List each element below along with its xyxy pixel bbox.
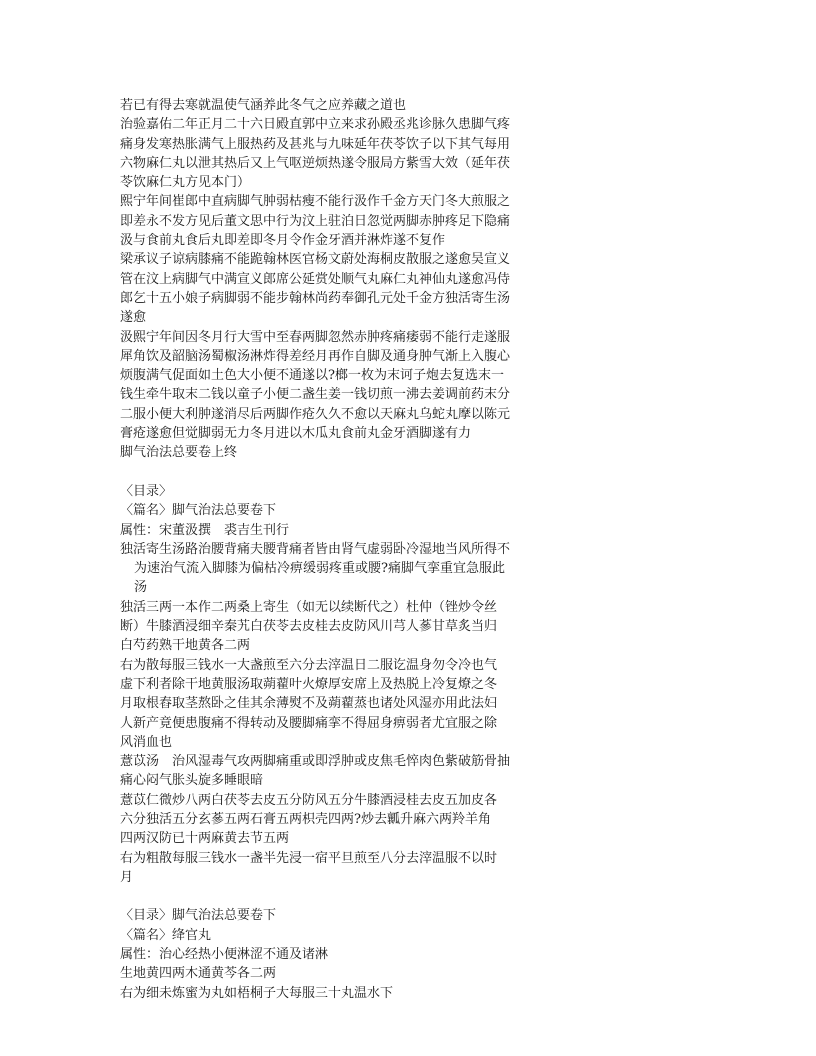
text-line: 断）牛膝酒浸细辛秦艽白茯苓去皮桂去皮防风川芎人蔘甘草炙当归 bbox=[120, 619, 498, 635]
text-line: 虚下利者除干地黄服汤取蒴藋叶火燎厚安席上及热脱上冷复燎之冬 bbox=[120, 676, 498, 692]
text-line: 独活三两一本作二两桑上寄生（如无以续断代之）杜仲（锉炒令丝 bbox=[120, 599, 498, 615]
section-1 bbox=[120, 96, 550, 463]
text-line: 月取根舂取茎熬卧之佳其余薄熨不及蒴藋蒸也诸处风湿亦用此法妇 bbox=[120, 696, 498, 712]
text-line: 人新产竟便患腹痛不得转动及腰脚痛挛不得屈身痹弱者尤宜服之除 bbox=[120, 715, 498, 731]
text-line: 汲与食前丸食后丸即差即冬月令作金牙酒并淋炸遂不复作 bbox=[120, 233, 446, 249]
document-page bbox=[120, 96, 550, 1003]
text-line: 生地黄四两木通黄芩各二两 bbox=[120, 966, 277, 982]
spacer bbox=[120, 463, 550, 482]
attribute-line: 属性：宋董汲撰 裘吉生刊行 bbox=[120, 522, 290, 538]
section-3 bbox=[120, 906, 550, 1002]
text-line: 右为粗散每服三钱水一盏半先浸一宿平旦煎至八分去滓温服不以时 bbox=[120, 850, 498, 866]
spacer bbox=[120, 887, 550, 906]
text-line: 薏苡汤 治风湿毒气攻两脚痛重或即浮肿或皮焦毛悴肉色紫破筋骨抽 bbox=[120, 754, 511, 770]
text-line: 汤 bbox=[134, 580, 148, 596]
text-line: 痛身发寒热胀满气上服热药及甚兆与九味延年茯苓饮子以下其气每用 bbox=[120, 136, 511, 152]
text-line: 六物麻仁丸以泄其热后又上气呕逆烦热遂令服局方紫雪大效（延年茯 bbox=[120, 155, 511, 171]
text-line: 为速治气流入脚膝为偏枯冷痹缓弱疼重或腰?痛脚气挛重宜急服此 bbox=[134, 561, 505, 577]
text-line: 遂愈 bbox=[120, 310, 147, 326]
text-line: 治验嘉佑二年正月二十六日殿直郭中立来求孙殿丞兆诊脉久患脚气疼 bbox=[120, 117, 511, 133]
text-line: 风消血也 bbox=[120, 734, 173, 750]
text-line: 右为细未炼蜜为丸如梧桐子大每服三十丸温水下 bbox=[120, 985, 394, 1001]
text-line: 薏苡仁微炒八两白茯苓去皮五分防风五分牛膝酒浸桂去皮五加皮各 bbox=[120, 792, 498, 808]
text-line: 四两汉防已十两麻黄去节五两 bbox=[120, 831, 290, 847]
text-line: 犀角饮及韶脑汤蜀椒汤淋炸得差经月再作自脚及通身肿气渐上入腹心 bbox=[120, 348, 511, 364]
text-line: 若已有得去寒就温使气涵养此冬气之应养藏之道也 bbox=[120, 98, 407, 113]
chapter-title: 〈篇名〉绛官丸 bbox=[120, 927, 212, 943]
text-line: 钱生牵牛取末二钱以童子小便二盏生姜一钱切煎一沸去姜调前药末分 bbox=[120, 387, 511, 403]
chapter-title: 〈篇名〉脚气治法总要卷下 bbox=[120, 503, 277, 519]
text-line: 月 bbox=[120, 869, 134, 885]
attribute-line: 属性：治心经热小便淋涩不通及诸淋 bbox=[120, 947, 329, 963]
text-line: 苓饮麻仁丸方见本门） bbox=[120, 175, 251, 191]
text-line: 右为散每服三钱水一大盏煎至六分去滓温日二服讫温身勿令冷也气 bbox=[120, 657, 498, 673]
text-line: 熙宁年间崔郎中直病脚气肿弱枯瘦不能行汲作千金方天门冬大煎服之 bbox=[120, 194, 511, 210]
text-line: 六分独活五分玄蔘五两石膏五两枳壳四两?炒去瓤升麻六两羚羊角 bbox=[120, 811, 491, 827]
text-line: 管在汶上病脚气中满宣义郎席公延赏处顺气丸麻仁丸神仙丸遂愈冯侍 bbox=[120, 271, 511, 287]
toc-marker: 〈目录〉 bbox=[120, 483, 173, 499]
text-line: 郎乞十五小娘子病脚弱不能步翰林尚药奉御孔元处千金方独活寄生汤 bbox=[120, 290, 511, 306]
section-2 bbox=[120, 482, 550, 887]
text-line: 膏疮遂愈但觉脚弱无力冬月进以木瓜丸食前丸金牙酒脚遂有力 bbox=[120, 426, 472, 442]
text-line: 即差永不发方见后董文思中行为汶上驻泊日忽觉两脚赤肿疼足下隐痛 bbox=[120, 213, 511, 229]
volume-end-line: 脚气治法总要卷上终 bbox=[120, 445, 238, 461]
text-line: 独活寄生汤路治腰背痛夫腰背痛者皆由肾气虚弱卧冷湿地当风所得不 bbox=[120, 541, 511, 557]
text-line: 汲熙宁年间因冬月行大雪中至春两脚忽然赤肿疼痛痿弱不能行走遂服 bbox=[120, 329, 511, 345]
text-line: 痛心闷气胀头旋多睡眼暗 bbox=[120, 773, 264, 789]
text-line: 二服小便大利肿遂消尽后两脚作疮久久不愈以天麻丸乌蛇丸摩以陈元 bbox=[120, 406, 511, 422]
toc-marker: 〈目录〉脚气治法总要卷下 bbox=[120, 908, 277, 924]
text-line: 梁承议子谅病膝痛不能跪翰林医官杨文蔚处海桐皮散服之遂愈吴宣义 bbox=[120, 252, 511, 268]
text-line: 烦腹满气促面如土色大小便不通遂以?榔一枚为末诃子炮去复选末一 bbox=[120, 368, 504, 384]
text-line: 白芍药熟干地黄各二两 bbox=[120, 638, 251, 654]
